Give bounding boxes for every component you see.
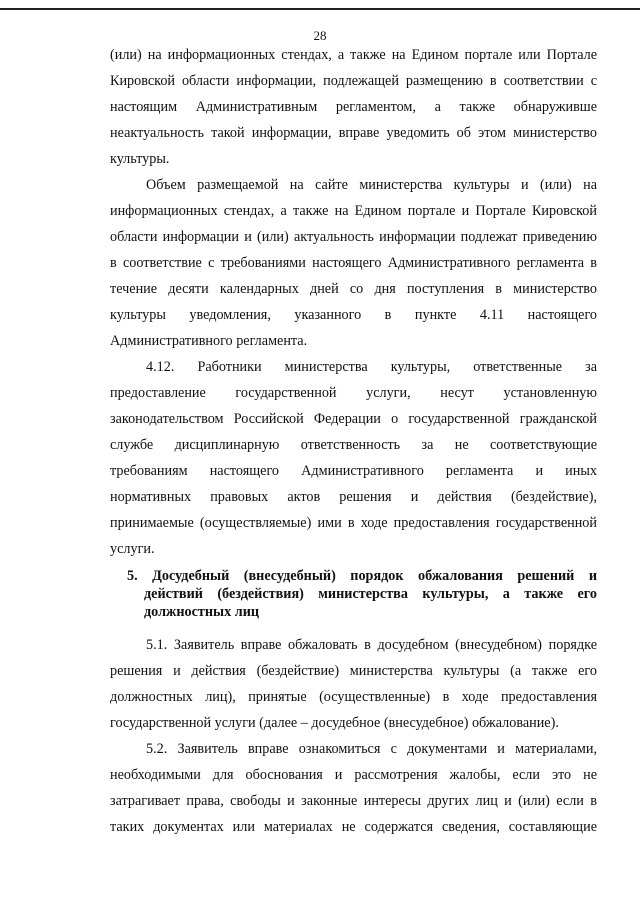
text-line: предоставление государственной услуги, несут установленную — [110, 385, 597, 401]
text-line: области информации и (или) актуальность информации подлежат приведению — [110, 229, 597, 245]
text-line: в соответствие с требованиями настоящего Административного регламента в — [110, 255, 597, 271]
section-heading: должностных лиц — [144, 604, 260, 620]
text-line: неактуальность такой информации, вправе уведомить об этом министерство — [110, 125, 597, 141]
text-line: должностных лиц), принятые (осуществленные) в ходе предоставления — [110, 689, 597, 705]
section-heading: действий (бездействия) министерства культуры, а также его — [144, 586, 597, 602]
text-line: 5.1. Заявитель вправе обжаловать в досудебном (внесудебном) порядке — [146, 637, 597, 653]
text-line: настоящим Административным регламентом, а также обнаруживше — [110, 99, 597, 115]
top-border-line — [0, 8, 640, 10]
text-line: культуры уведомления, указанного в пункте 4.11 настоящего — [110, 307, 597, 323]
text-line: культуры. — [110, 151, 170, 167]
text-line: Кировской области информации, подлежащей размещению в соответствии с — [110, 73, 597, 89]
text-line: услуги. — [110, 541, 155, 557]
text-line: требованиям настоящего Административного регламента и иных — [110, 463, 597, 479]
text-line: течение десяти календарных дней со дня поступления в министерство — [110, 281, 597, 297]
text-line: необходимыми для обоснования и рассмотрения жалобы, если это не — [110, 767, 597, 783]
page-number: 28 — [313, 28, 327, 43]
text-line: (или) на информационных стендах, а также на Едином портале или Портале — [110, 47, 597, 63]
text-line: затрагивает права, свободы и законные интересы других лиц и (или) если в — [110, 793, 597, 809]
text-line: решения и действия (бездействие) министерства культуры (а также его — [110, 663, 597, 679]
text-line: принимаемые (осуществляемые) ими в ходе предоставления государственной — [110, 515, 597, 531]
text-line: службе дисциплинарную ответственность за не соответствующие — [110, 437, 597, 453]
text-line: государственной услуги (далее – досудебное (внесудебное) обжалование). — [110, 715, 559, 731]
section-heading: 5. Досудебный (внесудебный) порядок обжалования решений и — [127, 568, 597, 584]
text-line: Административного регламента. — [110, 333, 308, 349]
text-line: 4.12. Работники министерства культуры, ответственные за — [146, 359, 597, 375]
text-line: нормативных правовых актов решения и действия (бездействие), — [110, 489, 597, 505]
text-line: законодательством Российской Федерации о государственной гражданской — [110, 411, 597, 427]
text-line: 5.2. Заявитель вправе ознакомиться с документами и материалами, — [146, 741, 597, 757]
text-line: информационных стендах, а также на Едином портале и Портале Кировской — [110, 203, 597, 219]
text-line: таких документах или материалах не содержатся сведения, составляющие — [110, 819, 597, 835]
text-line: Объем размещаемой на сайте министерства культуры и (или) на — [146, 177, 597, 193]
